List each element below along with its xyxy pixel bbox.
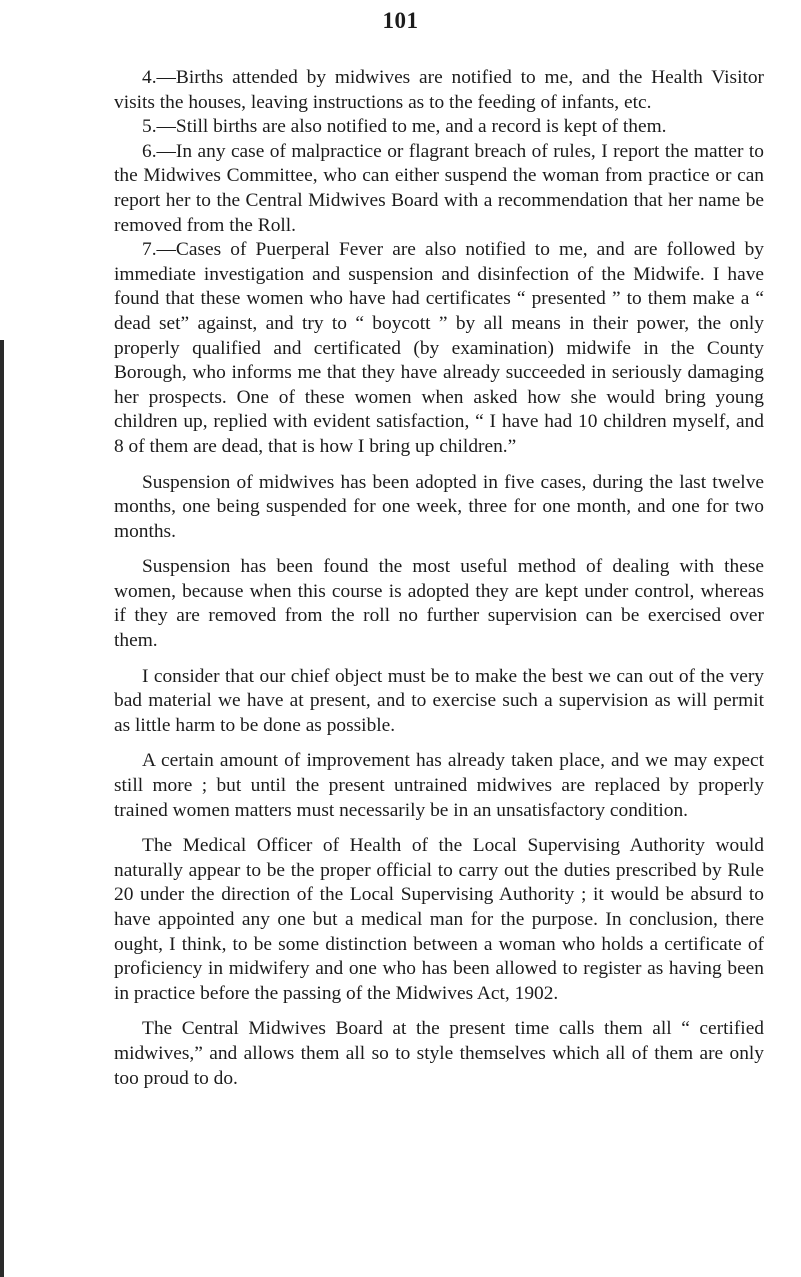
paragraph-improvement: A certain amount of improvement has already taken place, and we may expect still more ; but until the present untrained midwives are replaced by properly trained women matters must necessarily be in an unsatisfactory condition. xyxy=(114,750,764,821)
paragraph-item-6: 6.—In any case of malpractice or flagrant breach of rules, I report the matter to the Midwives Committee, who can either suspend the woman from practice or can report her to the Central Midwives Board with a recommendation that her name be removed from the Roll. xyxy=(114,140,764,236)
page-edge-shadow xyxy=(0,340,4,1277)
paragraph-suspension-cases: Suspension of midwives has been adopted in five cases, during the last twelve months, one being suspended for one week, three for one month, and one for two months. xyxy=(114,471,764,542)
paragraph-medical-officer: The Medical Officer of Health of the Local Supervising Authority would naturally appear to be the proper official to carry out the duties prescribed by Rule 20 under the direction of the Local Supervising Authority ; it would be absurd to have appointed any one but a medical man for the purpose. In conclusion, there ought, I think, to be some distinction between a woman who holds a certificate of proficiency in midwifery and one who has been allowed to register as having been in practice before the passing of the Midwives Act, 1902. xyxy=(114,835,764,1004)
page-number: 101 xyxy=(382,8,419,33)
paragraph-central-board: The Central Midwives Board at the present time calls them all “ certified midwives,” and allows them all so to style themselves which all of them are only too proud to do. xyxy=(114,1018,764,1089)
paragraph-item-5: 5.—Still births are also notified to me, and a record is kept of them. xyxy=(142,116,667,138)
paragraph-item-7: 7.—Cases of Puerperal Fever are also notified to me, and are followed by immediate investigation and suspension and disinfection of the Midwife. I have found that these women who have had certificates “ presented ” to them make a “ dead set” against, and try to “ boycott ” by all means in their power, the only properly qualified and certificated (by examination) midwife in the County Borough, who informs me that they have already succeeded in seriously damaging her prospects. One of these women when asked how she would bring young children up, replied with evident satisfaction, “ I have had 10 children myself, and 8 of them are dead, that is how I bring up children.” xyxy=(114,239,764,457)
paragraph-suspension-method: Suspension has been found the most useful method of dealing with these women, because when this course is adopted they are kept under control, whereas if they are removed from the roll no further supervision can be exercised over them. xyxy=(114,556,764,652)
paragraph-chief-object: I consider that our chief object must be to make the best we can out of the very bad material we have at present, and to exercise such a supervision as will permit as little harm to be done as possible. xyxy=(114,665,764,736)
report-body xyxy=(114,66,764,1091)
paragraph-item-4: 4.—Births attended by midwives are notified to me, and the Health Visitor visits the houses, leaving instructions as to the feeding of infants, etc. xyxy=(114,67,764,113)
